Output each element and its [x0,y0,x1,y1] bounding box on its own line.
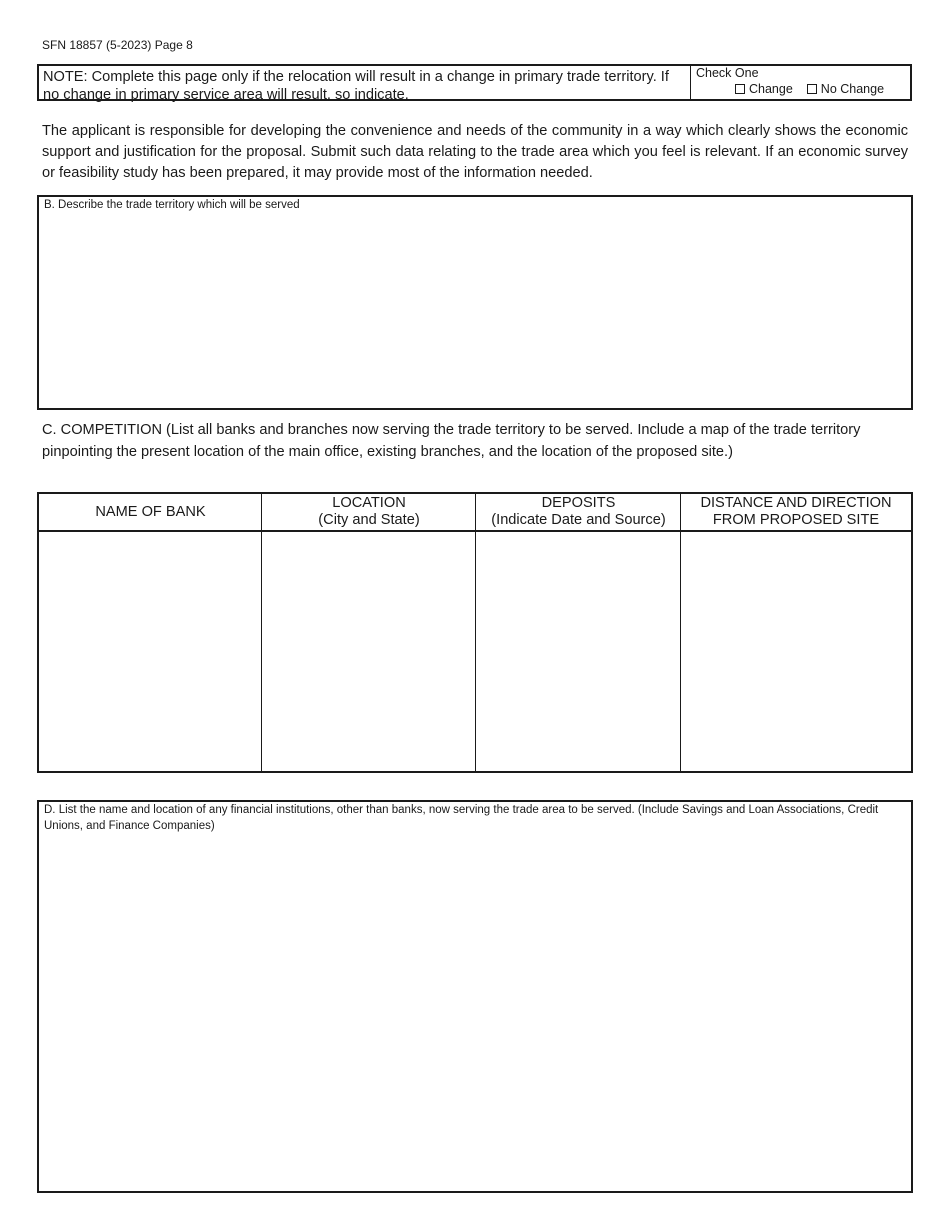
change-options [735,82,884,96]
check-one-label: Check One [696,66,759,80]
competition-table [37,492,913,773]
header-distance-direction [681,494,911,530]
no-change-option[interactable] [807,82,884,96]
intro-paragraph: The applicant is responsible for developing the convenience and needs of the community in a way which clearly shows the economic support and justification for the proposal. Submit such data relating to the trade area which you feel is relevant. If an economic survey or feasibility study has been prepared, it may provide most of the information needed. [42,123,908,181]
deposits-cell[interactable] [476,532,680,771]
header-name-of-bank-line1: NAME OF BANK [95,503,206,520]
header-deposits [476,494,681,530]
trade-territory-field[interactable] [37,195,913,410]
trade-territory-label: B. Describe the trade territory which will be served [44,199,300,211]
location-cell[interactable] [262,532,475,771]
change-option-label: Change [749,82,793,96]
other-institutions-field[interactable] [37,800,913,1193]
header-name-of-bank [39,494,262,530]
name-of-bank-cell[interactable] [39,532,261,771]
distance-direction-cell[interactable] [681,532,911,771]
header-deposits-line2: (Indicate Date and Source) [491,512,666,528]
header-location-line1: LOCATION [332,495,406,511]
header-distance-line1: DISTANCE AND DIRECTION [700,495,892,511]
note-box [37,64,912,101]
header-distance-line2: FROM PROPOSED SITE [712,512,880,528]
change-checkbox[interactable] [735,84,745,94]
other-institutions-label: D. List the name and location of any financial institutions, other than banks, now serving the trade area to be served. (Include Savings and Loan Associations, Credit Unions, and Finance Companies) [44,804,879,832]
form-identifier: SFN 18857 (5-2023) Page 8 [42,38,193,52]
change-option[interactable] [735,82,793,96]
header-deposits-line1: DEPOSITS [541,495,616,511]
no-change-option-label: No Change [820,82,885,96]
note-text: NOTE: Complete this page only if the relocation will result in a change in primary trade territory. If no change in primary service area will result, so indicate. [43,69,669,103]
competition-instructions: C. COMPETITION (List all banks and branches now serving the trade territory to be served. Include a map of the trade territory pinpointing the present location of the main office, existing branches, and the location of the proposed site.) [42,422,861,460]
no-change-checkbox[interactable] [807,84,817,94]
header-location [262,494,476,530]
header-location-line2: (City and State) [318,512,420,528]
note-divider [690,66,691,99]
